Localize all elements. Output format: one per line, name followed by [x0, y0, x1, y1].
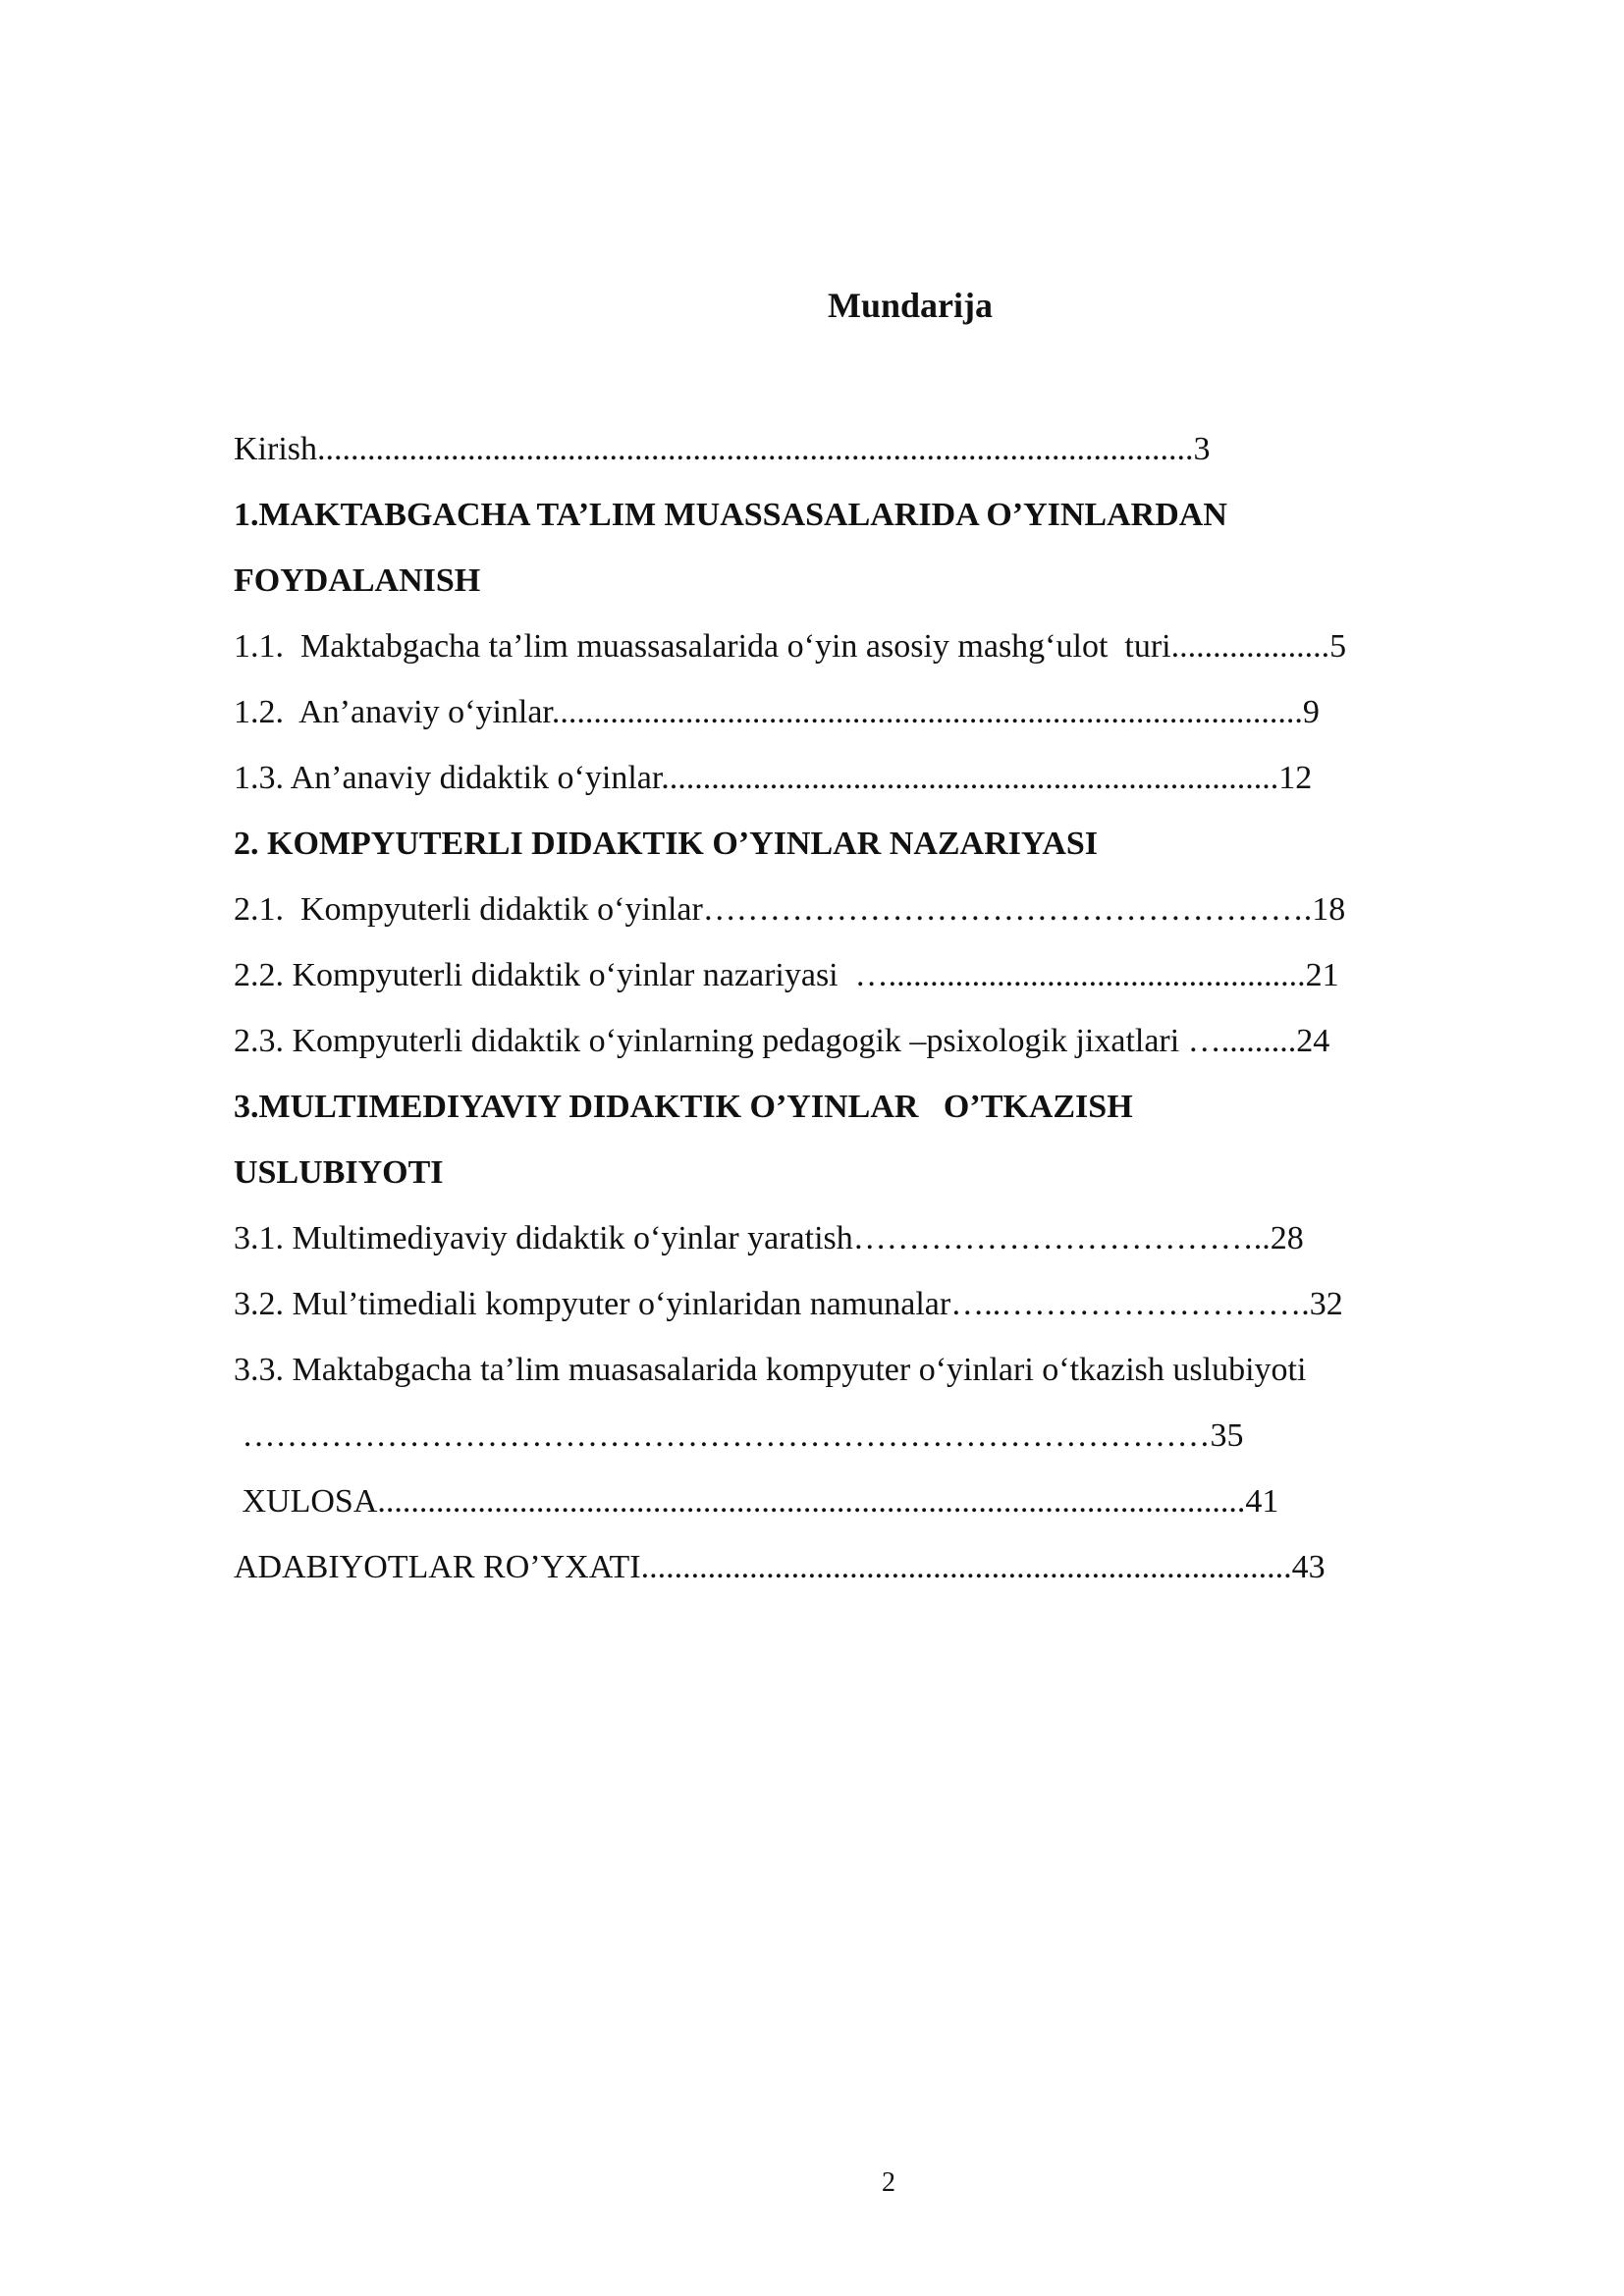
toc-entry-1-1: 1.1. Maktabgacha ta’lim muassasalarida o‘yin asosiy mashg‘ulot turi...................5 — [234, 628, 1347, 665]
toc-chapter-3-heading-cont: USLUBIYOTI — [234, 1154, 444, 1191]
toc-entry-2-2: 2.2. Kompyuterli didaktik o‘yinlar nazariyasi …..................................................21 — [234, 957, 1339, 993]
toc-entry-conclusion: XULOSA........................................................................................................41 — [234, 1483, 1279, 1520]
toc-entry-3-2: 3.2. Mul’timediali kompyuter o‘yinlaridan namunalar…..……………………….32 — [234, 1286, 1343, 1322]
toc-entry-3-3-page: ……………………………………………………………………………35 — [234, 1417, 1244, 1454]
toc-entry-2-1: 2.1. Kompyuterli didaktik o‘yinlar……………………………………………….18 — [234, 891, 1346, 928]
toc-chapter-1-heading: 1.MAKTABGACHA TA’LIM MUASSASALARIDA O’YINLARDAN — [234, 497, 1227, 533]
toc-entry-3-3: 3.3. Maktabgacha ta’lim muasasalarida kompyuter o‘yinlari o‘tkazish uslubiyoti — [234, 1352, 1307, 1388]
table-of-contents — [234, 416, 1510, 1600]
toc-chapter-1-heading-cont: FOYDALANISH — [234, 562, 481, 599]
toc-entry-1-2: 1.2. An’anaviy o‘yinlar..........................................................................................9 — [234, 694, 1320, 730]
toc-entry-introduction: Kirish.........................................................................................................3 — [234, 431, 1211, 467]
toc-chapter-3-heading: 3.MULTIMEDIYAVIY DIDAKTIK O’YINLAR O’TKAZISH — [234, 1089, 1133, 1125]
page-title: Mundarija — [827, 286, 993, 325]
toc-entry-1-3: 1.3. An’anaviy didaktik o‘yinlar..........................................................................12 — [234, 760, 1313, 796]
page-number: 2 — [882, 2167, 895, 2198]
toc-chapter-2-heading: 2. KOMPYUTERLI DIDAKTIK O’YINLAR NAZARIYASI — [234, 826, 1099, 862]
toc-entry-3-1: 3.1. Multimediyaviy didaktik o‘yinlar yaratish………………………………..28 — [234, 1220, 1304, 1256]
toc-entry-references: ADABIYOTLAR RO’YXATI..............................................................................43 — [234, 1549, 1326, 1585]
toc-entry-2-3: 2.3. Kompyuterli didaktik o‘yinlarning pedagogik –psixologik jixatlari ….........24 — [234, 1023, 1330, 1059]
